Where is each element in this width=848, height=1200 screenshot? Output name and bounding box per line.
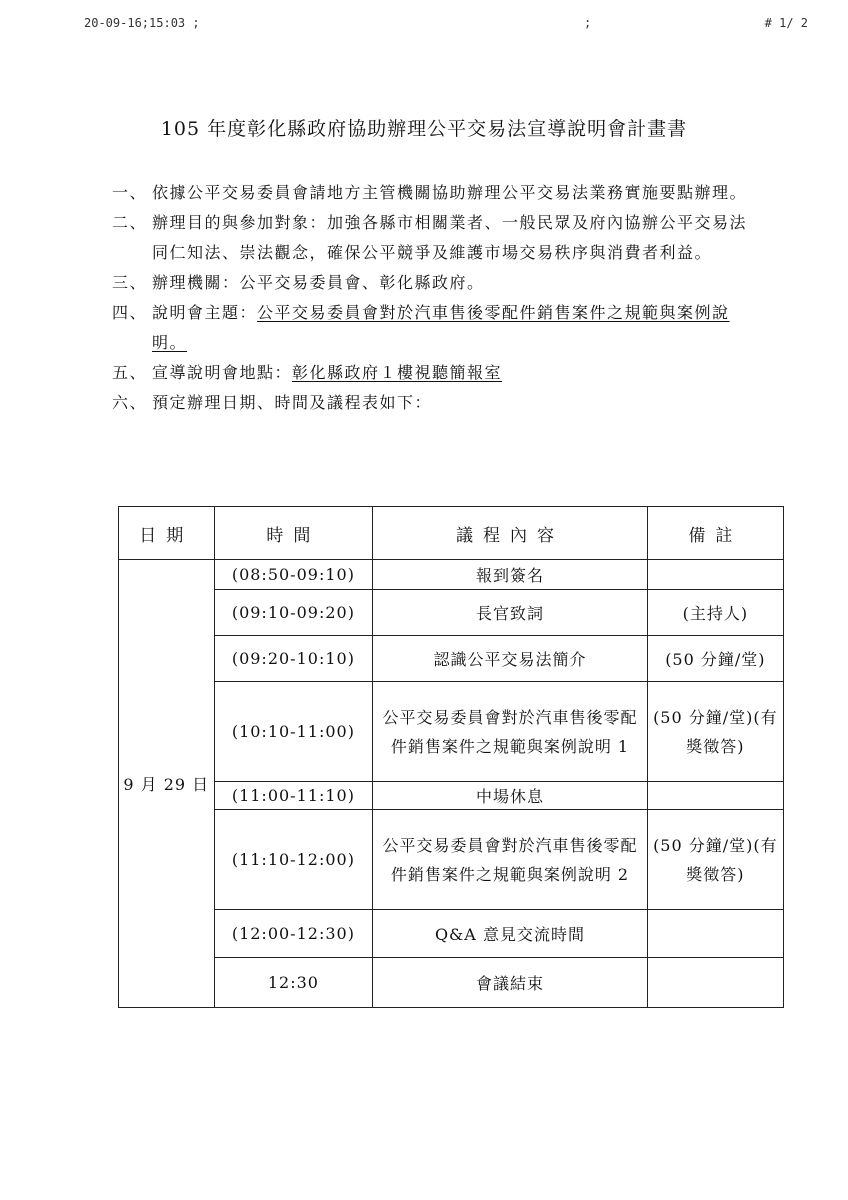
section-label: 宣導說明會地點： xyxy=(152,363,293,382)
section-label: 說明會主題： xyxy=(152,303,258,322)
section-text xyxy=(152,298,762,358)
agenda-content: 認識公平交易法簡介 xyxy=(373,636,648,682)
agenda-content: 會議結束 xyxy=(373,958,648,1008)
venue-underlined: 彰化縣政府１樓視聽簡報室 xyxy=(292,363,503,382)
table-row xyxy=(119,590,784,636)
section-number: 四、 xyxy=(112,303,148,322)
section-number: 六、 xyxy=(112,393,148,412)
agenda-time: (09:10-09:20) xyxy=(214,590,373,636)
section-text xyxy=(152,358,762,388)
section-text: 依據公平交易委員會請地方主管機關協助辦理公平交易法業務實施要點辦理。 xyxy=(152,183,748,202)
header-note: 備註 xyxy=(647,507,783,560)
table-row xyxy=(119,958,784,1008)
agenda-header-row xyxy=(119,507,784,560)
agenda-time: (11:00-11:10) xyxy=(214,782,373,810)
agenda-note: (50 分鐘/堂)(有獎徵答) xyxy=(647,682,783,782)
agenda-note: (主持人) xyxy=(647,590,783,636)
agenda-content: 中場休息 xyxy=(373,782,648,810)
agenda-note: (50 分鐘/堂)(有獎徵答) xyxy=(647,810,783,910)
fax-separator: ; xyxy=(584,16,592,30)
agenda-time: (10:10-11:00) xyxy=(214,682,373,782)
section-organizers xyxy=(112,268,762,298)
agenda-note xyxy=(647,560,783,590)
agenda-note xyxy=(647,782,783,810)
agenda-content: 長官致詞 xyxy=(373,590,648,636)
header-content: 議程內容 xyxy=(373,507,648,560)
agenda-time: (09:20-10:10) xyxy=(214,636,373,682)
section-purpose xyxy=(112,208,762,268)
section-number: 三、 xyxy=(112,273,148,292)
table-row xyxy=(119,910,784,958)
header-date: 日期 xyxy=(119,507,215,560)
table-row xyxy=(119,636,784,682)
agenda-time: 12:30 xyxy=(214,958,373,1008)
table-row xyxy=(119,810,784,910)
table-row xyxy=(119,782,784,810)
table-row xyxy=(119,682,784,782)
header-time: 時間 xyxy=(214,507,373,560)
section-number: 二、 xyxy=(112,213,148,232)
agenda-content: 公平交易委員會對於汽車售後零配件銷售案件之規範與案例說明 1 xyxy=(373,682,648,782)
section-basis xyxy=(112,178,762,208)
fax-timestamp: 20-09-16;15:03 ; xyxy=(84,16,200,30)
document-title: 105 年度彰化縣政府協助辦理公平交易法宣導說明會計畫書 xyxy=(160,118,688,140)
section-text: 預定辦理日期、時間及議程表如下： xyxy=(152,393,433,412)
agenda-time: (08:50-09:10) xyxy=(214,560,373,590)
section-number: 五、 xyxy=(112,363,148,382)
table-row xyxy=(119,560,784,590)
fax-page-number: # 1/ 2 xyxy=(764,16,808,30)
agenda-note xyxy=(647,958,783,1008)
fax-header xyxy=(84,16,808,36)
section-number: 一、 xyxy=(112,183,148,202)
section-schedule-intro xyxy=(112,388,762,418)
agenda-content: Q&A 意見交流時間 xyxy=(373,910,648,958)
section-text: 辦理機關：公平交易委員會、彰化縣政府。 xyxy=(152,273,485,292)
section-text: 辦理目的與參加對象：加強各縣市相關業者、一般民眾及府內協辦公平交易法同仁知法、崇法觀念，確保公平競爭及維護市場交易秩序與消費者利益。 xyxy=(152,213,748,262)
agenda-time: (12:00-12:30) xyxy=(214,910,373,958)
agenda-note: (50 分鐘/堂) xyxy=(647,636,783,682)
agenda-note xyxy=(647,910,783,958)
section-topic xyxy=(112,298,762,358)
topic-underlined: 公平交易委員會對於汽車售後零配件銷售案件之規範與案例說明。 xyxy=(152,303,730,352)
agenda-content: 報到簽名 xyxy=(373,560,648,590)
agenda-content: 公平交易委員會對於汽車售後零配件銷售案件之規範與案例說明 2 xyxy=(373,810,648,910)
agenda-table xyxy=(118,506,784,1008)
section-venue xyxy=(112,358,762,388)
agenda-time: (11:10-12:00) xyxy=(214,810,373,910)
agenda-date: 9 月 29 日 xyxy=(119,560,215,1008)
plan-sections xyxy=(112,178,762,418)
